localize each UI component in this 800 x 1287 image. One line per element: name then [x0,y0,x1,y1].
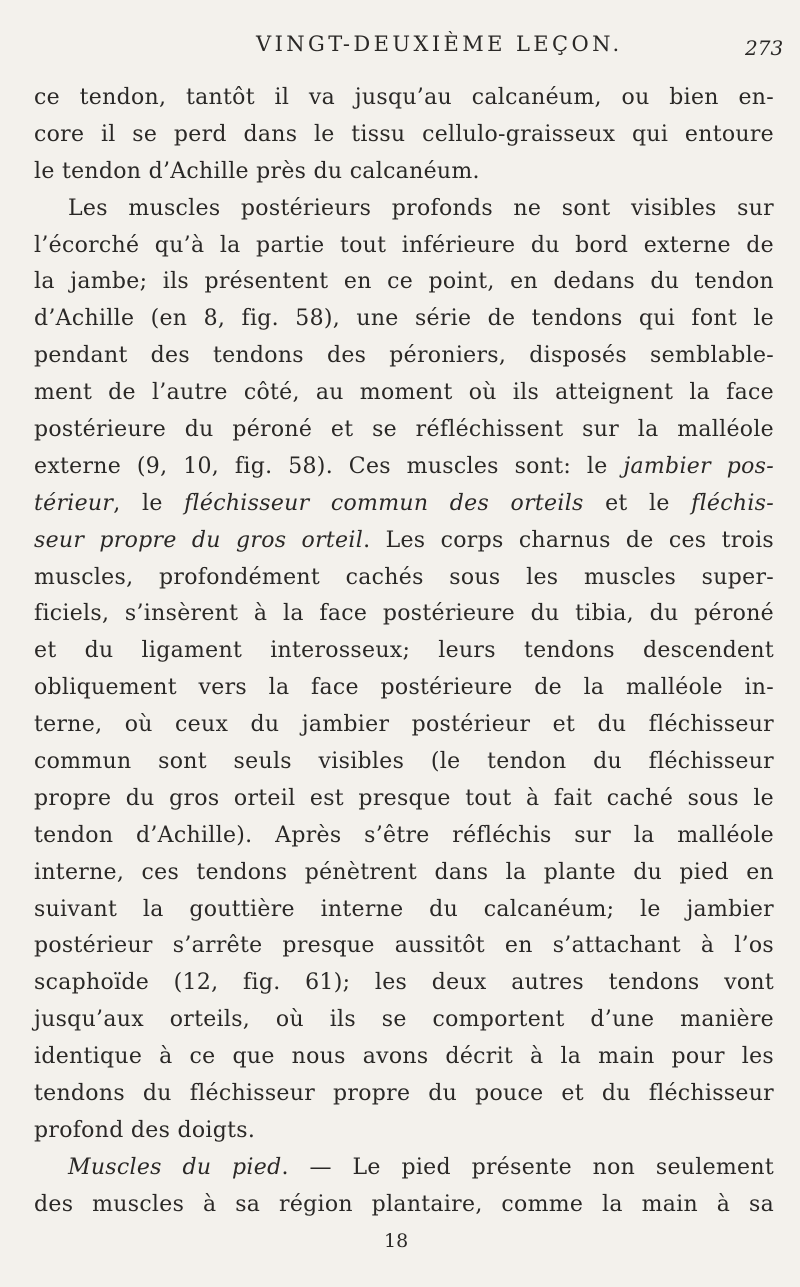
text-line [34,412,774,449]
text-run: propre du gros orteil est presque tout à fait caché sous le [34,785,774,811]
text-run: postérieure du péroné et se réfléchissent sur la malléole [34,417,774,443]
text-line [34,855,774,892]
text-run: et le [583,490,692,516]
text-line [34,744,774,781]
text-run: tendon d’Achille). Après s’être réfléchis sur la malléole [34,822,774,848]
text-run: jusqu’aux orteils, où ils se comportent d’une manière [34,1007,774,1033]
text-line [34,965,774,1002]
signature-mark: 18 [384,1230,409,1252]
text-run: postérieur s’arrête presque aussitôt en s’attachant à l’os [34,933,774,959]
text-run: ficiels, s’insèrent à la face postérieure du tibia, du péroné [34,601,774,627]
text-line [34,928,774,965]
text-run: obliquement vers la face postérieure de la malléole in- [34,675,774,701]
text-line [34,1002,774,1039]
italic-term: seur propre du gros orteil [34,527,364,553]
text-line [34,670,774,707]
text-line [34,596,774,633]
italic-term: térieur [34,490,114,516]
text-run: interne, ces tendons pénètrent dans la plante du pied en [34,859,774,885]
text-line [34,818,774,855]
text-run: pendant des tendons des péroniers, disposés semblable- [34,343,774,369]
text-run: muscles, profondément cachés sous les muscles super- [34,564,774,590]
text-line [34,560,774,597]
text-run: . — Le pied présente non seulement [281,1154,774,1180]
text-line [34,707,774,744]
italic-term: jambier pos- [623,453,774,479]
text-line [34,117,774,154]
text-run: , le [113,490,185,516]
text-line [34,523,774,560]
text-run: externe (9, 10, fig. 58). Ces muscles sont: le [34,453,624,479]
text-line [34,1039,774,1076]
text-run: profond des doigts. [34,1117,256,1143]
text-line [34,264,774,301]
text-line [34,781,774,818]
text-line [34,1076,774,1113]
text-line [34,301,774,338]
text-run: terne, où ceux du jambier postérieur et du fléchisseur [34,712,774,738]
text-run: ment de l’autre côté, au moment où ils atteignent la face [34,380,774,406]
text-line [34,154,774,191]
running-head [0,26,800,66]
text-run: l’écorché qu’à la partie tout inférieure du bord externe de [34,232,774,258]
text-run: core il se perd dans le tissu cellulo-graisseux qui entoure [34,121,774,147]
text-line [34,191,774,228]
text-run: identique à ce que nous avons décrit à la main pour les [34,1044,774,1070]
text-line [34,486,774,523]
page-number: 273 [745,36,784,60]
text-line [34,80,774,117]
text-run: le tendon d’Achille près du calcanéum. [34,158,480,184]
text-run: la jambe; ils présentent en ce point, en dedans du tendon [34,269,774,295]
text-line [34,449,774,486]
text-line [34,228,774,265]
text-run: . Les corps charnus de ces trois [363,527,775,553]
text-line [34,1150,774,1187]
text-line [34,1113,774,1150]
text-line [34,633,774,670]
body-text [34,80,774,1224]
text-run: scaphoïde (12, fig. 61); les deux autres tendons vont [34,970,774,996]
running-title: VINGT-DEUXIÈME LEÇON. [256,32,623,56]
text-run: commun sont seuls visibles (le tendon du fléchisseur [34,749,774,775]
text-line [34,892,774,929]
text-line [34,1187,774,1224]
text-run: tendons du fléchisseur propre du pouce et du fléchisseur [34,1081,774,1107]
italic-term: fléchisseur commun des orteils [184,490,584,516]
text-run: d’Achille (en 8, fig. 58), une série de tendons qui font le [34,306,774,332]
italic-term: Muscles du pied [68,1154,282,1180]
text-line [34,375,774,412]
italic-term: fléchis- [691,490,774,516]
text-run: ce tendon, tantôt il va jusqu’au calcanéum, ou bien en- [34,85,774,110]
text-run: Les muscles postérieurs profonds ne sont visibles sur [68,195,774,221]
text-line [34,338,774,375]
text-run: suivant la gouttière interne du calcanéum; le jambier [34,896,774,922]
text-run: des muscles à sa région plantaire, comme la main à sa [34,1191,774,1217]
text-run: et du ligament interosseux; leurs tendons descendent [34,638,774,664]
